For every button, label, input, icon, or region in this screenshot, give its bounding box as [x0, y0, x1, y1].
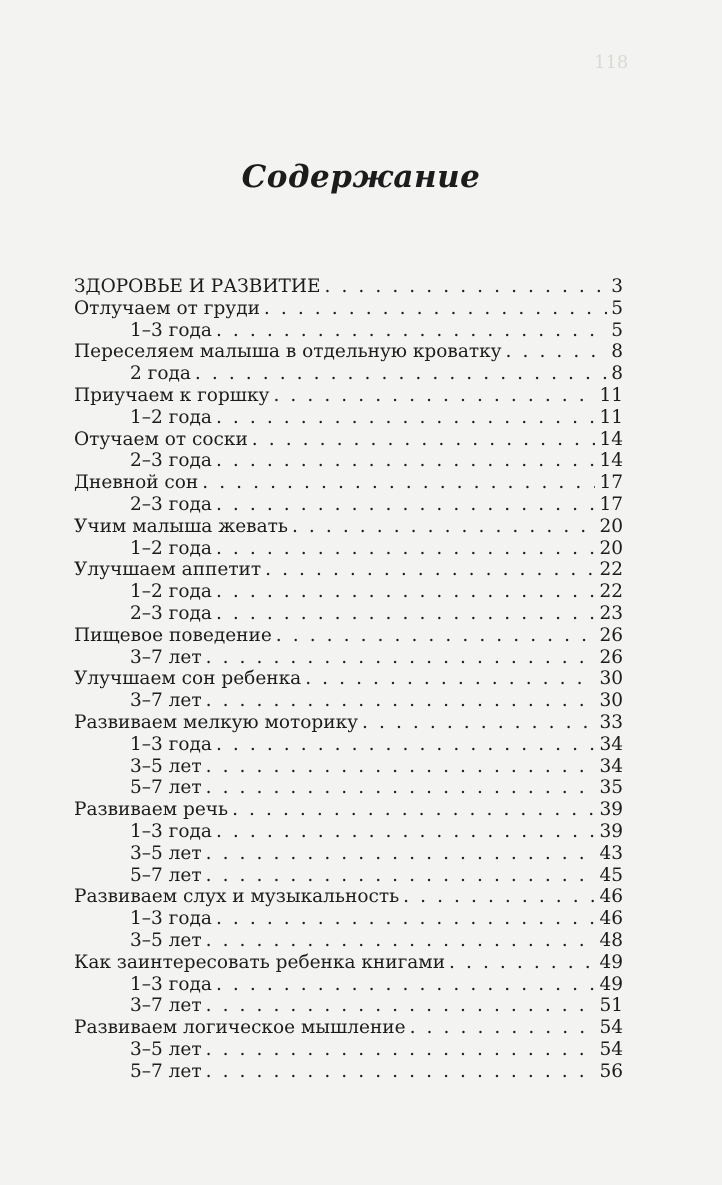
toc-entry-label: Отлучаем от груди	[74, 297, 260, 319]
dot-leader	[449, 952, 595, 974]
toc-subentry	[74, 494, 623, 516]
dot-leader	[273, 385, 595, 407]
dot-leader	[206, 865, 596, 887]
toc-entry-label: 2 года	[130, 363, 191, 385]
toc-entry-label: 1–2 года	[130, 406, 212, 428]
toc-subentry	[74, 995, 623, 1017]
toc-entry	[74, 341, 623, 363]
dot-leader	[206, 995, 596, 1017]
toc-page-number: 20	[599, 537, 623, 559]
toc-entry-label: 3–7 лет	[130, 995, 202, 1017]
toc-page-number: 11	[599, 406, 623, 428]
toc-subentry	[74, 930, 623, 952]
toc-subentry	[74, 843, 623, 865]
dot-leader	[216, 450, 596, 472]
toc-entry-label: Улучшаем сон ребенка	[74, 668, 302, 690]
toc-entry-label: Развиваем логическое мышление	[74, 1017, 406, 1039]
toc-page-number: 46	[599, 886, 623, 908]
toc-entry-label: Учим малыша жевать	[74, 515, 288, 537]
toc-page-number: 54	[599, 1017, 623, 1039]
toc-entry-label: Улучшаем аппетит	[74, 559, 262, 581]
toc-entry-label: 3–5 лет	[130, 1038, 202, 1060]
toc-subentry	[74, 538, 623, 560]
toc-page-number: 34	[599, 733, 623, 755]
toc-entry-label: 5–7 лет	[130, 864, 202, 886]
toc-entry-label: 1–3 года	[130, 973, 212, 995]
dot-leader	[206, 756, 596, 778]
toc-entry-label: 2–3 года	[130, 602, 212, 624]
dot-leader	[216, 538, 596, 560]
toc-entry-label: 1–3 года	[130, 733, 212, 755]
dot-leader	[325, 276, 608, 298]
toc-entry-label: Как заинтересовать ребенка книгами	[74, 951, 446, 973]
dot-leader	[206, 1039, 596, 1061]
dot-leader	[195, 363, 607, 385]
toc-page-number: 48	[599, 929, 623, 951]
toc-page-number: 22	[599, 559, 623, 581]
toc-entry	[74, 799, 623, 821]
toc-entry-label: Развиваем слух и музыкальность	[74, 886, 400, 908]
toc-page-number: 51	[599, 995, 623, 1017]
toc-entry	[74, 1017, 623, 1039]
toc-entry-label: Приучаем к горшку	[74, 384, 270, 406]
dot-leader	[216, 974, 596, 996]
toc-entry-label: 3–7 лет	[130, 690, 202, 712]
dot-leader	[216, 320, 607, 342]
toc-entry	[74, 276, 623, 298]
toc-subentry	[74, 756, 623, 778]
dot-leader	[216, 603, 596, 625]
toc-entry-label: 5–7 лет	[130, 1060, 202, 1082]
dot-leader	[216, 494, 596, 516]
toc-entry-label: Отучаем от соски	[74, 428, 248, 450]
toc-page-number: 30	[599, 690, 623, 712]
toc-page-number: 46	[599, 908, 623, 930]
toc-subentry	[74, 777, 623, 799]
toc-entry	[74, 385, 623, 407]
toc-page-number: 3	[611, 276, 623, 297]
toc-subentry	[74, 581, 623, 603]
toc-entry-label: Развиваем мелкую моторику	[74, 711, 359, 733]
dot-leader	[216, 734, 596, 756]
toc-entry	[74, 472, 623, 494]
toc-entry-label: Дневной сон	[74, 472, 199, 494]
dot-leader	[206, 843, 596, 865]
toc-subentry	[74, 865, 623, 887]
toc-entry-label: 5–7 лет	[130, 777, 202, 799]
dot-leader	[276, 625, 596, 647]
toc-subentry	[74, 734, 623, 756]
toc-subentry	[74, 1039, 623, 1061]
dot-leader	[216, 407, 596, 429]
toc-entry-label: 1–2 года	[130, 537, 212, 559]
toc-subentry	[74, 908, 623, 930]
toc-entry-label: 3–5 лет	[130, 929, 202, 951]
toc-page-number: 22	[599, 581, 623, 603]
dot-leader	[216, 908, 596, 930]
toc-entry-label: 3–5 лет	[130, 755, 202, 777]
toc-subentry	[74, 450, 623, 472]
toc-entry	[74, 298, 623, 320]
toc-page-number: 8	[611, 341, 623, 363]
toc-page-number: 5	[611, 319, 623, 341]
toc-entry	[74, 516, 623, 538]
table-of-contents	[74, 276, 623, 1082]
dot-leader	[403, 886, 595, 908]
toc-page-number: 17	[599, 472, 623, 494]
toc-entry	[74, 559, 623, 581]
toc-entry	[74, 668, 623, 690]
dot-leader	[252, 429, 596, 451]
toc-page-number: 45	[599, 864, 623, 886]
toc-entry-label: 2–3 года	[130, 450, 212, 472]
toc-entry-label: Пищевое поведение	[74, 624, 272, 646]
toc-page-number: 8	[611, 363, 623, 385]
dot-leader	[206, 647, 596, 669]
toc-page-number: 5	[611, 297, 623, 319]
toc-page-number: 26	[599, 646, 623, 668]
dot-leader	[232, 799, 595, 821]
toc-page-number: 43	[599, 842, 623, 864]
toc-entry	[74, 712, 623, 734]
dot-leader	[206, 690, 596, 712]
dot-leader	[362, 712, 595, 734]
toc-page-number: 39	[599, 820, 623, 842]
toc-subentry	[74, 647, 623, 669]
toc-entry	[74, 952, 623, 974]
toc-subentry	[74, 407, 623, 429]
dot-leader	[206, 777, 596, 799]
toc-page-number: 23	[599, 602, 623, 624]
toc-entry-label: 1–2 года	[130, 581, 212, 603]
toc-subentry	[74, 603, 623, 625]
toc-entry-label: 1–3 года	[130, 820, 212, 842]
page-title: Содержание	[241, 159, 481, 195]
toc-entry-label: 2–3 года	[130, 493, 212, 515]
toc-subentry	[74, 1061, 623, 1083]
dot-leader	[216, 821, 596, 843]
toc-subentry	[74, 320, 623, 342]
toc-entry	[74, 886, 623, 908]
toc-subentry	[74, 821, 623, 843]
dot-leader	[216, 581, 596, 603]
toc-page-number: 33	[599, 711, 623, 733]
toc-page-number: 56	[599, 1060, 623, 1082]
toc-page-number: 49	[599, 973, 623, 995]
toc-page-number: 30	[599, 668, 623, 690]
dot-leader	[264, 298, 607, 320]
toc-page-number: 14	[599, 450, 623, 472]
bleed-through-page-number: 118	[594, 52, 629, 73]
toc-entry-label: 3–5 лет	[130, 842, 202, 864]
toc-page-number: 49	[599, 951, 623, 973]
toc-subentry	[74, 974, 623, 996]
toc-entry-label: 3–7 лет	[130, 646, 202, 668]
toc-subentry	[74, 690, 623, 712]
toc-entry-label: Развиваем речь	[74, 799, 229, 821]
dot-leader	[305, 668, 595, 690]
toc-page-number: 39	[599, 799, 623, 821]
toc-page-number: 26	[599, 624, 623, 646]
dot-leader	[206, 930, 596, 952]
dot-leader	[292, 516, 596, 538]
dot-leader	[506, 341, 608, 363]
toc-page-number: 14	[599, 428, 623, 450]
toc-subentry	[74, 363, 623, 385]
toc-entry-label: 1–3 года	[130, 319, 212, 341]
dot-leader	[410, 1017, 596, 1039]
toc-page-number: 20	[599, 515, 623, 537]
toc-page-number: 11	[599, 384, 623, 406]
dot-leader	[206, 1061, 596, 1083]
toc-entry-label: ЗДОРОВЬЕ И РАЗВИТИЕ	[74, 276, 321, 297]
toc-page-number: 34	[599, 755, 623, 777]
toc-entry-label: Переселяем малыша в отдельную кроватку	[74, 341, 502, 363]
toc-page-number: 54	[599, 1038, 623, 1060]
toc-page-number: 35	[599, 777, 623, 799]
toc-entry	[74, 625, 623, 647]
dot-leader	[202, 472, 595, 494]
toc-page-number: 17	[599, 493, 623, 515]
toc-entry	[74, 429, 623, 451]
toc-entry-label: 1–3 года	[130, 908, 212, 930]
dot-leader	[265, 559, 595, 581]
